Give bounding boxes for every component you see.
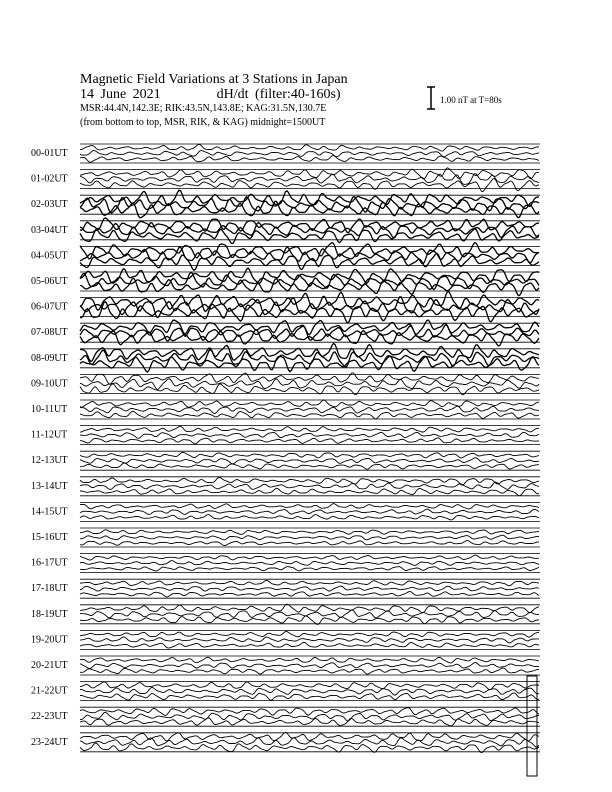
station-trace: [80, 145, 539, 152]
scale-bar-label: 1.00 nT at T=80s: [440, 95, 502, 105]
station-trace: [80, 151, 539, 157]
station-trace: [80, 178, 539, 191]
station-trace: [80, 663, 539, 669]
station-trace: [80, 743, 539, 753]
station-trace: [80, 452, 539, 458]
chart-title: Magnetic Field Variations at 3 Stations in Japan: [80, 72, 348, 87]
station-trace: [80, 400, 539, 408]
station-trace: [80, 682, 539, 690]
station-trace: [80, 732, 539, 741]
station-trace: [80, 190, 539, 207]
row-label: 05-06UT: [31, 276, 68, 287]
station-trace: [80, 604, 539, 613]
row-label: 18-19UT: [31, 608, 68, 620]
row-label: 01-02UT: [31, 173, 68, 185]
station-trace: [80, 174, 539, 185]
row-label: 13-14UT: [31, 480, 68, 492]
station-trace: [80, 712, 539, 721]
station-trace: [80, 426, 539, 432]
station-trace: [80, 718, 539, 726]
station-trace: [80, 642, 539, 648]
station-trace: [80, 477, 539, 485]
row-label: 04-05UT: [31, 250, 68, 262]
station-trace: [80, 197, 539, 213]
station-trace: [80, 555, 539, 560]
station-trace: [80, 668, 539, 674]
station-trace: [80, 156, 539, 163]
station-trace: [80, 344, 539, 362]
station-trace: [80, 292, 539, 312]
station-trace: [80, 463, 539, 469]
row-label: 06-07UT: [31, 301, 68, 313]
row-label: 02-03UT: [31, 199, 68, 211]
station-trace: [80, 632, 539, 638]
row-label: 08-09UT: [31, 352, 68, 364]
station-trace: [80, 580, 539, 586]
order-line: (from bottom to top, MSR, RIK, & KAG) midnight=1500UT: [80, 117, 326, 128]
station-trace: [80, 708, 539, 716]
station-trace: [80, 268, 539, 283]
row-label: 15-16UT: [31, 532, 68, 543]
station-trace: [80, 561, 539, 566]
station-trace: [80, 530, 539, 535]
station-trace: [80, 411, 539, 419]
row-label: 14-15UT: [31, 506, 68, 518]
station-trace: [80, 693, 539, 700]
station-trace: [80, 567, 539, 571]
station-trace: [80, 616, 539, 625]
row-label: 16-17UT: [31, 557, 68, 569]
station-trace: [80, 320, 539, 335]
station-trace: [80, 586, 539, 591]
station-trace: [80, 541, 539, 546]
row-label: 00-01UT: [31, 148, 68, 159]
station-trace: [80, 482, 539, 490]
row-label: 03-04UT: [31, 224, 68, 236]
quantity-label: dH/dt (filter:40-160s): [216, 87, 341, 102]
station-trace: [80, 458, 539, 464]
stations-line: MSR:44.4N,142.3E; RIK:43.5N,143.8E; KAG:31.5N,130.7E: [80, 103, 327, 114]
row-label: 09-10UT: [31, 378, 68, 390]
row-label: 11-12UT: [31, 429, 68, 441]
row-label: 21-22UT: [31, 685, 68, 697]
station-trace: [80, 432, 539, 438]
station-trace: [80, 657, 539, 663]
row-label: 10-11UT: [31, 404, 68, 415]
row-label: 07-08UT: [31, 327, 68, 339]
station-trace: [80, 488, 539, 496]
station-trace: [80, 438, 539, 444]
station-trace: [80, 504, 539, 509]
station-trace: [80, 406, 539, 413]
station-trace: [80, 509, 539, 514]
row-label: 12-13UT: [31, 455, 68, 467]
row-label: 22-23UT: [31, 711, 68, 723]
station-trace: [80, 535, 539, 540]
station-trace: [80, 592, 539, 598]
row-label: 19-20UT: [31, 634, 68, 646]
row-label: 20-21UT: [31, 660, 68, 671]
station-trace: [80, 637, 539, 643]
station-trace: [80, 515, 539, 520]
date-label: 14 June 2021: [80, 87, 161, 102]
row-label: 23-24UT: [31, 736, 68, 748]
row-label: 17-18UT: [31, 583, 68, 595]
station-trace: [80, 610, 539, 618]
station-trace: [80, 687, 539, 695]
